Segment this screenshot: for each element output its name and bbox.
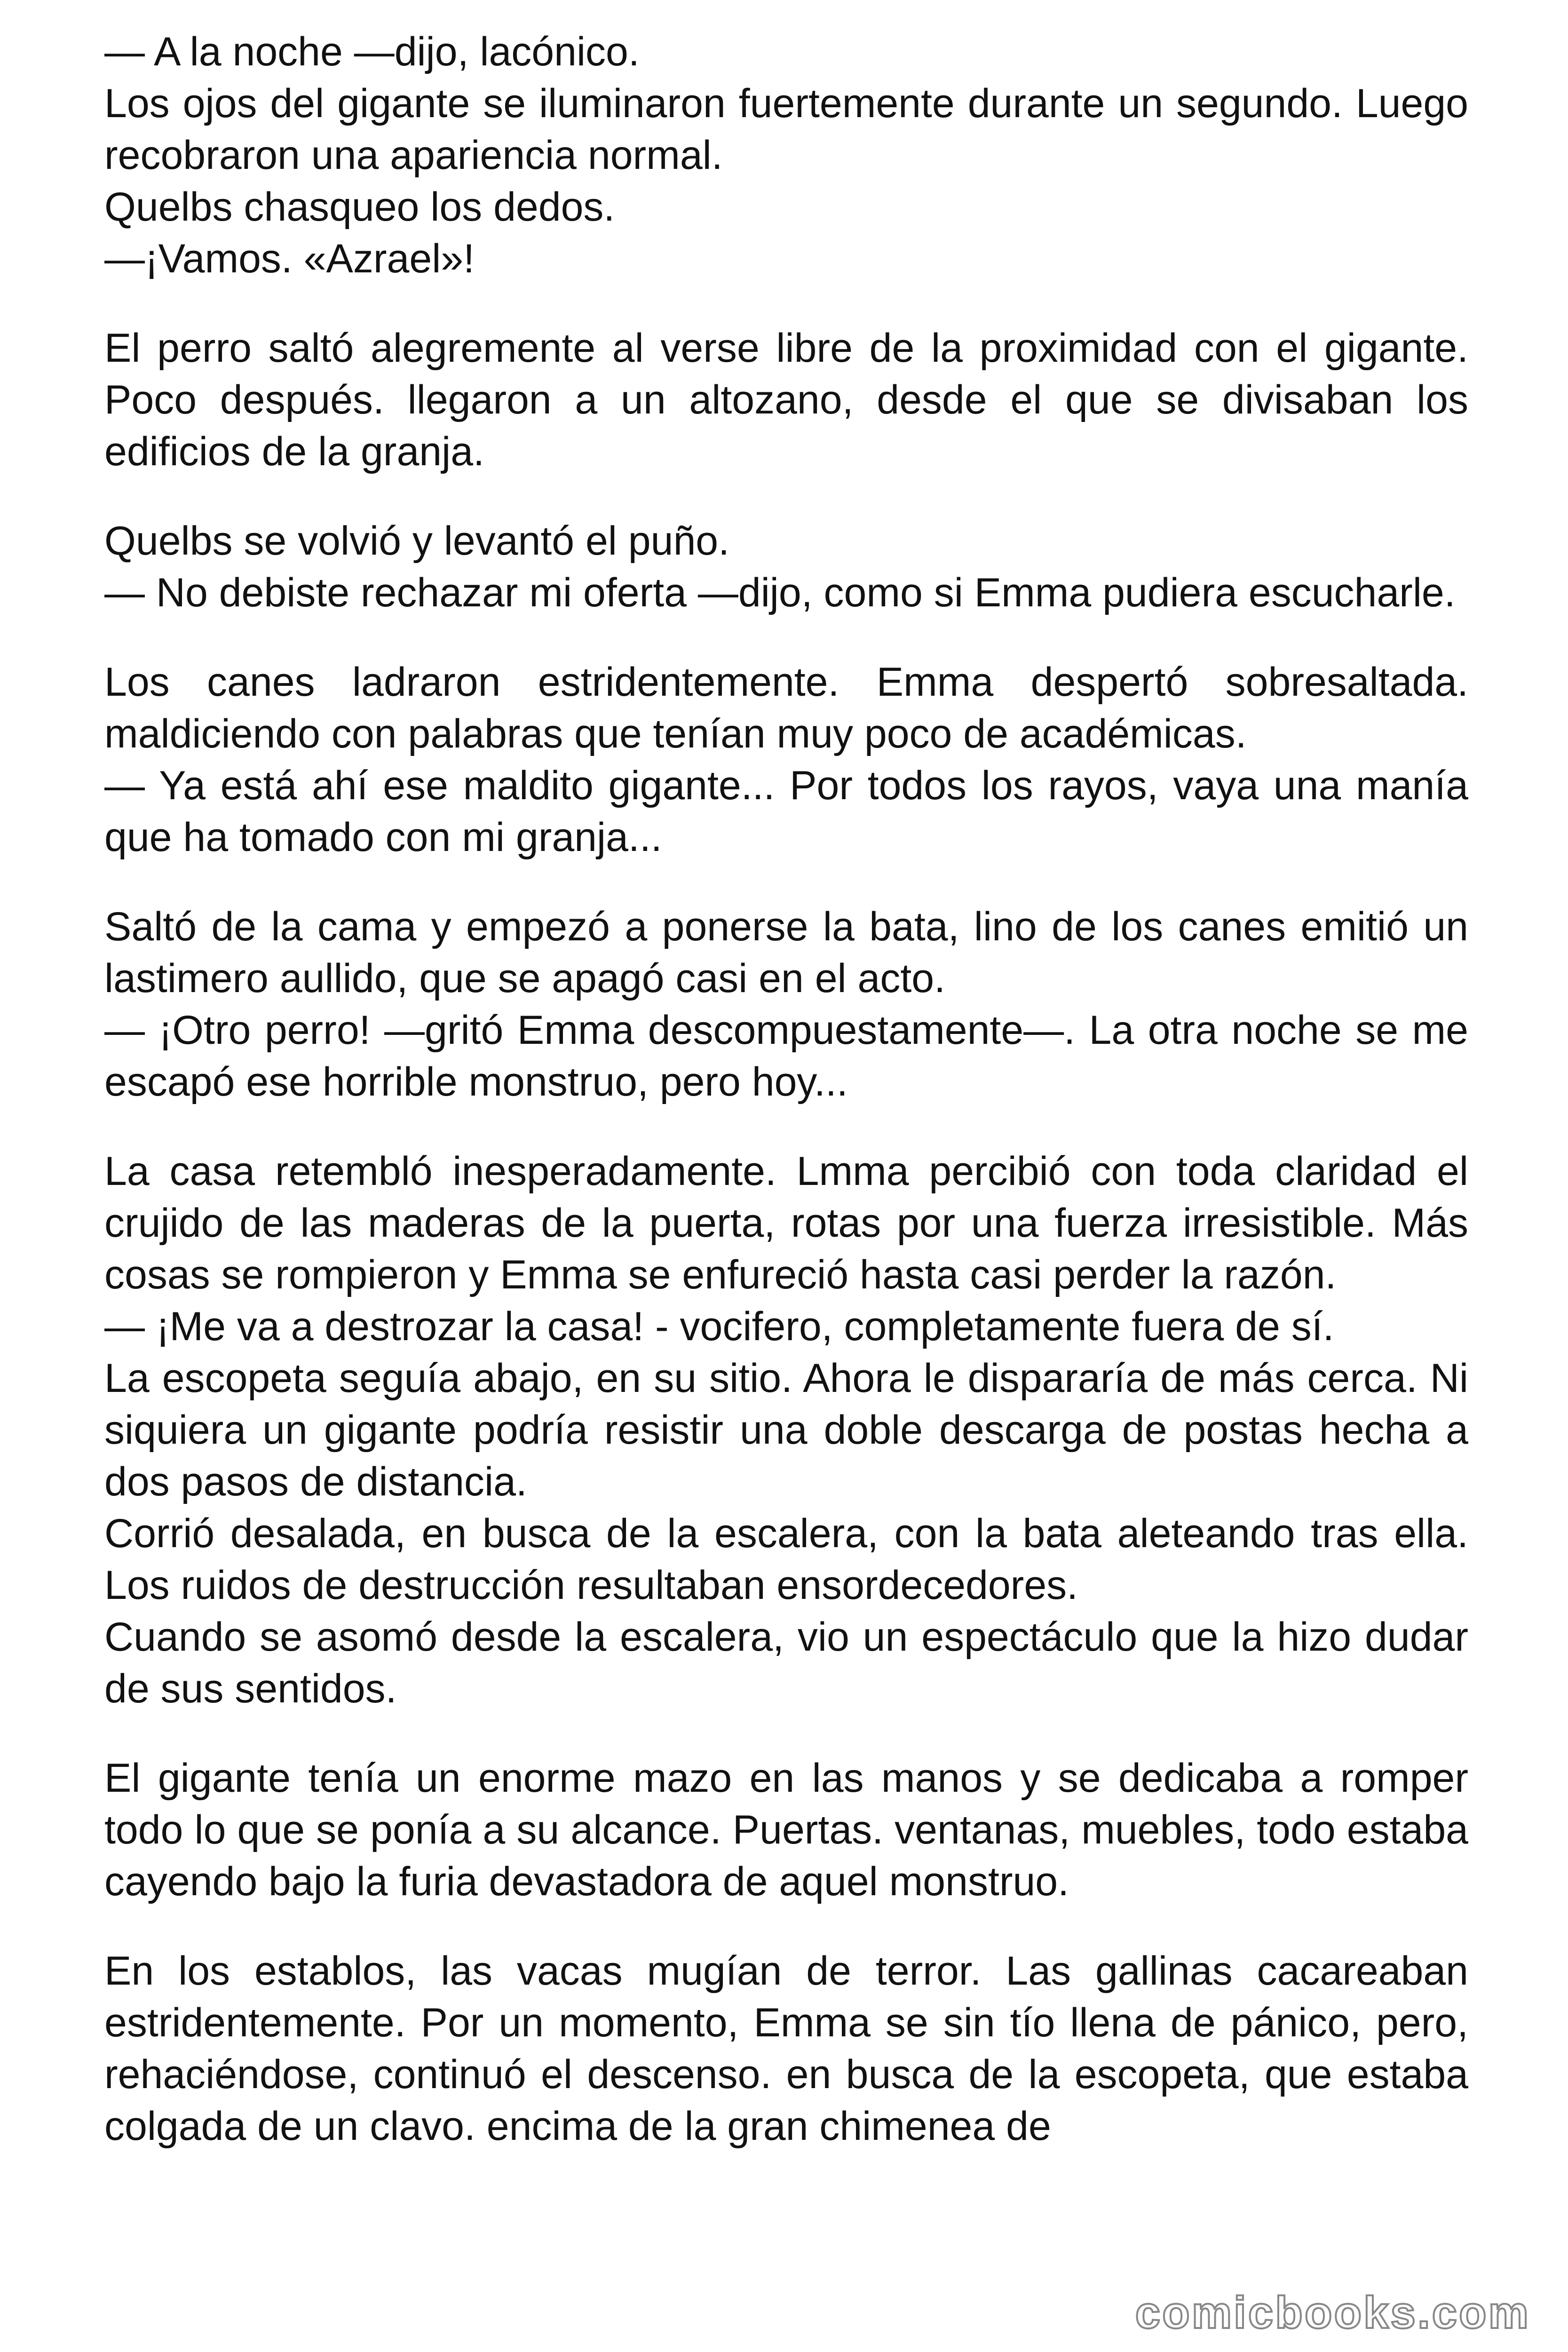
text-line: Cuando se asomó desde la escalera, vio un espectáculo que la hizo dudar de sus sentidos. xyxy=(104,1614,1468,1711)
text-line: — No debiste rechazar mi oferta —dijo, como si Emma pudiera escucharle. xyxy=(104,570,1456,615)
paragraph xyxy=(104,1945,1468,2152)
text-line: Quelbs chasqueo los dedos. xyxy=(104,184,615,230)
text-column xyxy=(104,26,1468,2190)
paragraph xyxy=(104,515,1468,619)
paragraph xyxy=(104,322,1468,477)
paragraph xyxy=(104,656,1468,863)
text-line: Los canes ladraron estridentemente. Emma despertó sobresaltada. maldiciendo con palabras que tenían muy poco de académicas. xyxy=(104,660,1468,756)
text-line: Los ojos del gigante se iluminaron fuertemente durante un segundo. Luego recobraron una apariencia normal. xyxy=(104,81,1468,178)
text-line: Corrió desalada, en busca de la escalera, con la bata aleteando tras ella. Los ruidos de destrucción resultaban ensordecedores. xyxy=(104,1511,1468,1608)
text-line: Quelbs se volvió y levantó el puño. xyxy=(104,518,730,564)
text-line: La escopeta seguía abajo, en su sitio. Ahora le dispararía de más cerca. Ni siquiera un gigante podría resistir una doble descarga de postas hecha a dos pasos de distancia. xyxy=(104,1356,1468,1504)
text-line: La casa retembló inesperadamente. Lmma percibió con toda claridad el crujido de las maderas de la puerta, rotas por una fuerza irresistible. Más cosas se rompieron y Emma se enfureció hasta casi perder la razón. xyxy=(104,1149,1468,1297)
paragraph xyxy=(104,26,1468,285)
text-line: —¡Vamos. «Azrael»! xyxy=(104,236,475,281)
watermark-logo: comicbooks.com xyxy=(1135,2288,1530,2338)
text-line: El gigante tenía un enorme mazo en las manos y se dedicaba a romper todo lo que se ponía a su alcance. Puertas. ventanas, muebles, todo estaba cayendo bajo la furia devastadora de aquel monstruo. xyxy=(104,1756,1468,1904)
paragraph xyxy=(104,1752,1468,1907)
text-line: El perro saltó alegremente al verse libre de la proximidad con el gigante. Poco después. llegaron a un altozano, desde el que se divisaban los edificios de la granja. xyxy=(104,326,1468,474)
text-line: — ¡Otro perro! —gritó Emma descompuestamente—. La otra noche se me escapó ese horrible monstruo, pero hoy... xyxy=(104,1008,1468,1104)
text-line: Saltó de la cama y empezó a ponerse la bata, lino de los canes emitió un lastimero aullido, que se apagó casi en el acto. xyxy=(104,904,1468,1001)
text-line: En los establos, las vacas mugían de terror. Las gallinas cacareaban estridentemente. Por un momento, Emma se sin tío llena de pánico, pero, rehaciéndose, continuó el descenso. en busca de la escopeta, que estaba colgada de un clavo. encima de la gran chimenea de xyxy=(104,1948,1468,2149)
text-line: — ¡Me va a destrozar la casa! - vocifero, completamente fuera de sí. xyxy=(104,1304,1334,1349)
paragraph xyxy=(104,901,1468,1108)
text-line: — A la noche —dijo, lacónico. xyxy=(104,29,640,74)
text-line: — Ya está ahí ese maldito gigante... Por todos los rayos, vaya una manía que ha tomado con mi granja... xyxy=(104,763,1468,860)
paragraph xyxy=(104,1145,1468,1715)
